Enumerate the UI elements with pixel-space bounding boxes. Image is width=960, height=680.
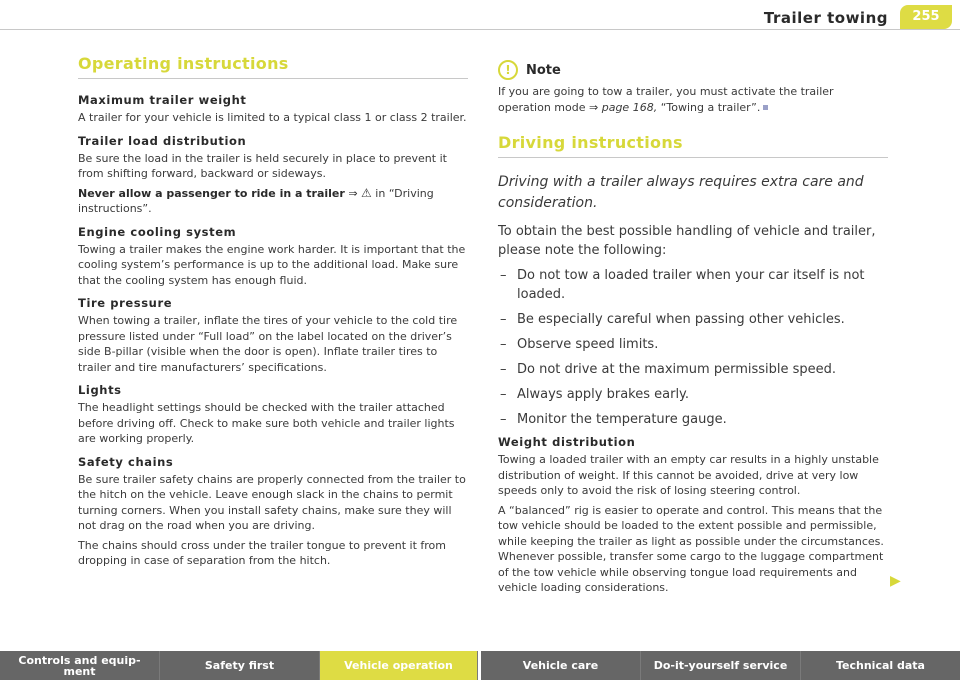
tab-diy-service[interactable]: Do-it-yourself service bbox=[641, 651, 801, 680]
tab-vehicle-operation[interactable]: Vehicle operation bbox=[320, 651, 478, 680]
text-tire-pressure: When towing a trailer, inflate the tires of your vehicle to the cold tire pressure listed under “Full load” on the label located on the driver’s side B-pillar (visible when the door is open). Inflate trailer tires to trailer and tire manufacturers’ specifications. bbox=[78, 314, 458, 374]
heading-max-weight: Maximum trailer weight bbox=[78, 93, 247, 107]
note-text bbox=[498, 84, 888, 115]
header-rule bbox=[0, 29, 960, 30]
list-item: – Do not drive at the maximum permissible speed. bbox=[498, 360, 888, 379]
heading-tire-pressure: Tire pressure bbox=[78, 296, 173, 310]
end-mark-icon bbox=[763, 105, 768, 110]
info-exclamation-icon: ! bbox=[498, 60, 518, 80]
list-item: – Be especially careful when passing other vehicles. bbox=[498, 310, 888, 329]
page-reference-link[interactable]: ⇒ page 168, bbox=[589, 100, 658, 114]
driving-intro: Driving with a trailer always requires extra care and consideration. bbox=[498, 174, 864, 211]
note-text-pre: If you are going to tow a trailer, you must activate the trailer operation mode bbox=[498, 85, 834, 114]
heading-load-distribution: Trailer load distribution bbox=[78, 133, 247, 148]
tab-technical-data[interactable]: Technical data bbox=[836, 659, 925, 672]
note-title: Note bbox=[526, 62, 561, 78]
warning-triangle-icon: ⚠ bbox=[361, 185, 372, 200]
heading-lights: Lights bbox=[78, 383, 122, 397]
list-item: – Monitor the temperature gauge. bbox=[498, 410, 888, 429]
page-number-badge bbox=[900, 5, 952, 29]
list-item: – Do not tow a loaded trailer when your car itself is not loaded. bbox=[498, 266, 888, 304]
text-engine-cooling: Towing a trailer makes the engine work harder. It is important that the cooling system’s performance is up to the additional load. Make sure that the cooling system has enough fluid. bbox=[78, 242, 466, 287]
tab-safety-first[interactable]: Safety first bbox=[160, 651, 320, 680]
footer-nav bbox=[0, 651, 960, 680]
left-column bbox=[78, 48, 468, 573]
running-title: Trailer towing bbox=[763, 9, 888, 27]
passenger-warning-rest: in “Driving instructions”. bbox=[78, 186, 434, 215]
list-item: – Always apply brakes early. bbox=[498, 385, 888, 404]
ref-arrow[interactable]: ⇒ bbox=[348, 186, 358, 200]
note-text-post: “Towing a trailer”. bbox=[660, 100, 761, 114]
passenger-warning bbox=[78, 186, 468, 217]
driving-lead: To obtain the best possible handling of vehicle and trailer, please note the following: bbox=[498, 224, 876, 258]
text-lights: The headlight settings should be checked with the trailer attached before driving off. Check to make sure both vehicle and trailer lights are working properly. bbox=[78, 401, 455, 445]
text-safety-chains-2: The chains should cross under the trailer tongue to prevent it from dropping in case of separation from the hitch. bbox=[78, 538, 446, 567]
text-load-distribution: Be sure the load in the trailer is held securely in place to prevent it from shifting forward, backward or sideways. bbox=[78, 151, 447, 180]
tab-controls-equipment[interactable]: Controls and equip- ment bbox=[0, 651, 160, 680]
page-header bbox=[0, 0, 960, 30]
text-weight-distribution-2: A “balanced” rig is easier to operate and control. This means that the tow vehicle should be loaded to the extent possible and permissible, while keeping the trailer as light as possible under the circumstances. Whenever possible, transfer some cargo to the luggage compartment of the tow vehicle while observing tongue load requirements and vehicle loading considerations. bbox=[498, 503, 884, 594]
driving-bullet-list bbox=[498, 266, 888, 429]
note-header bbox=[498, 60, 888, 80]
heading-engine-cooling: Engine cooling system bbox=[78, 224, 237, 239]
section-title-driving: Driving instructions bbox=[498, 133, 888, 158]
right-column bbox=[498, 60, 888, 600]
list-item: – Observe speed limits. bbox=[498, 335, 888, 354]
text-safety-chains-1: Be sure trailer safety chains are properly connected from the trailer to the hitch on the vehicle. Leave enough slack in the chains to permit turning corners. When you install safety chains, make sure they will not drag on the road when you are driving. bbox=[78, 472, 466, 532]
text-max-weight: A trailer for your vehicle is limited to a typical class 1 or class 2 trailer. bbox=[78, 111, 467, 124]
page-number: 255 bbox=[912, 9, 940, 24]
passenger-warning-bold: Never allow a passenger to ride in a trailer bbox=[78, 186, 345, 200]
text-weight-distribution-1: Towing a loaded trailer with an empty car results in a highly unstable distribution of weight. If this cannot be avoided, drive at very low speeds only to avoid the risk of losing steering control. bbox=[498, 453, 879, 497]
heading-safety-chains: Safety chains bbox=[78, 454, 174, 469]
section-title-operating: Operating instructions bbox=[78, 54, 468, 79]
continue-arrow-icon[interactable]: ▶ bbox=[890, 573, 901, 589]
heading-weight-distribution: Weight distribution bbox=[498, 435, 636, 449]
tab-vehicle-care[interactable]: Vehicle care bbox=[481, 651, 641, 680]
